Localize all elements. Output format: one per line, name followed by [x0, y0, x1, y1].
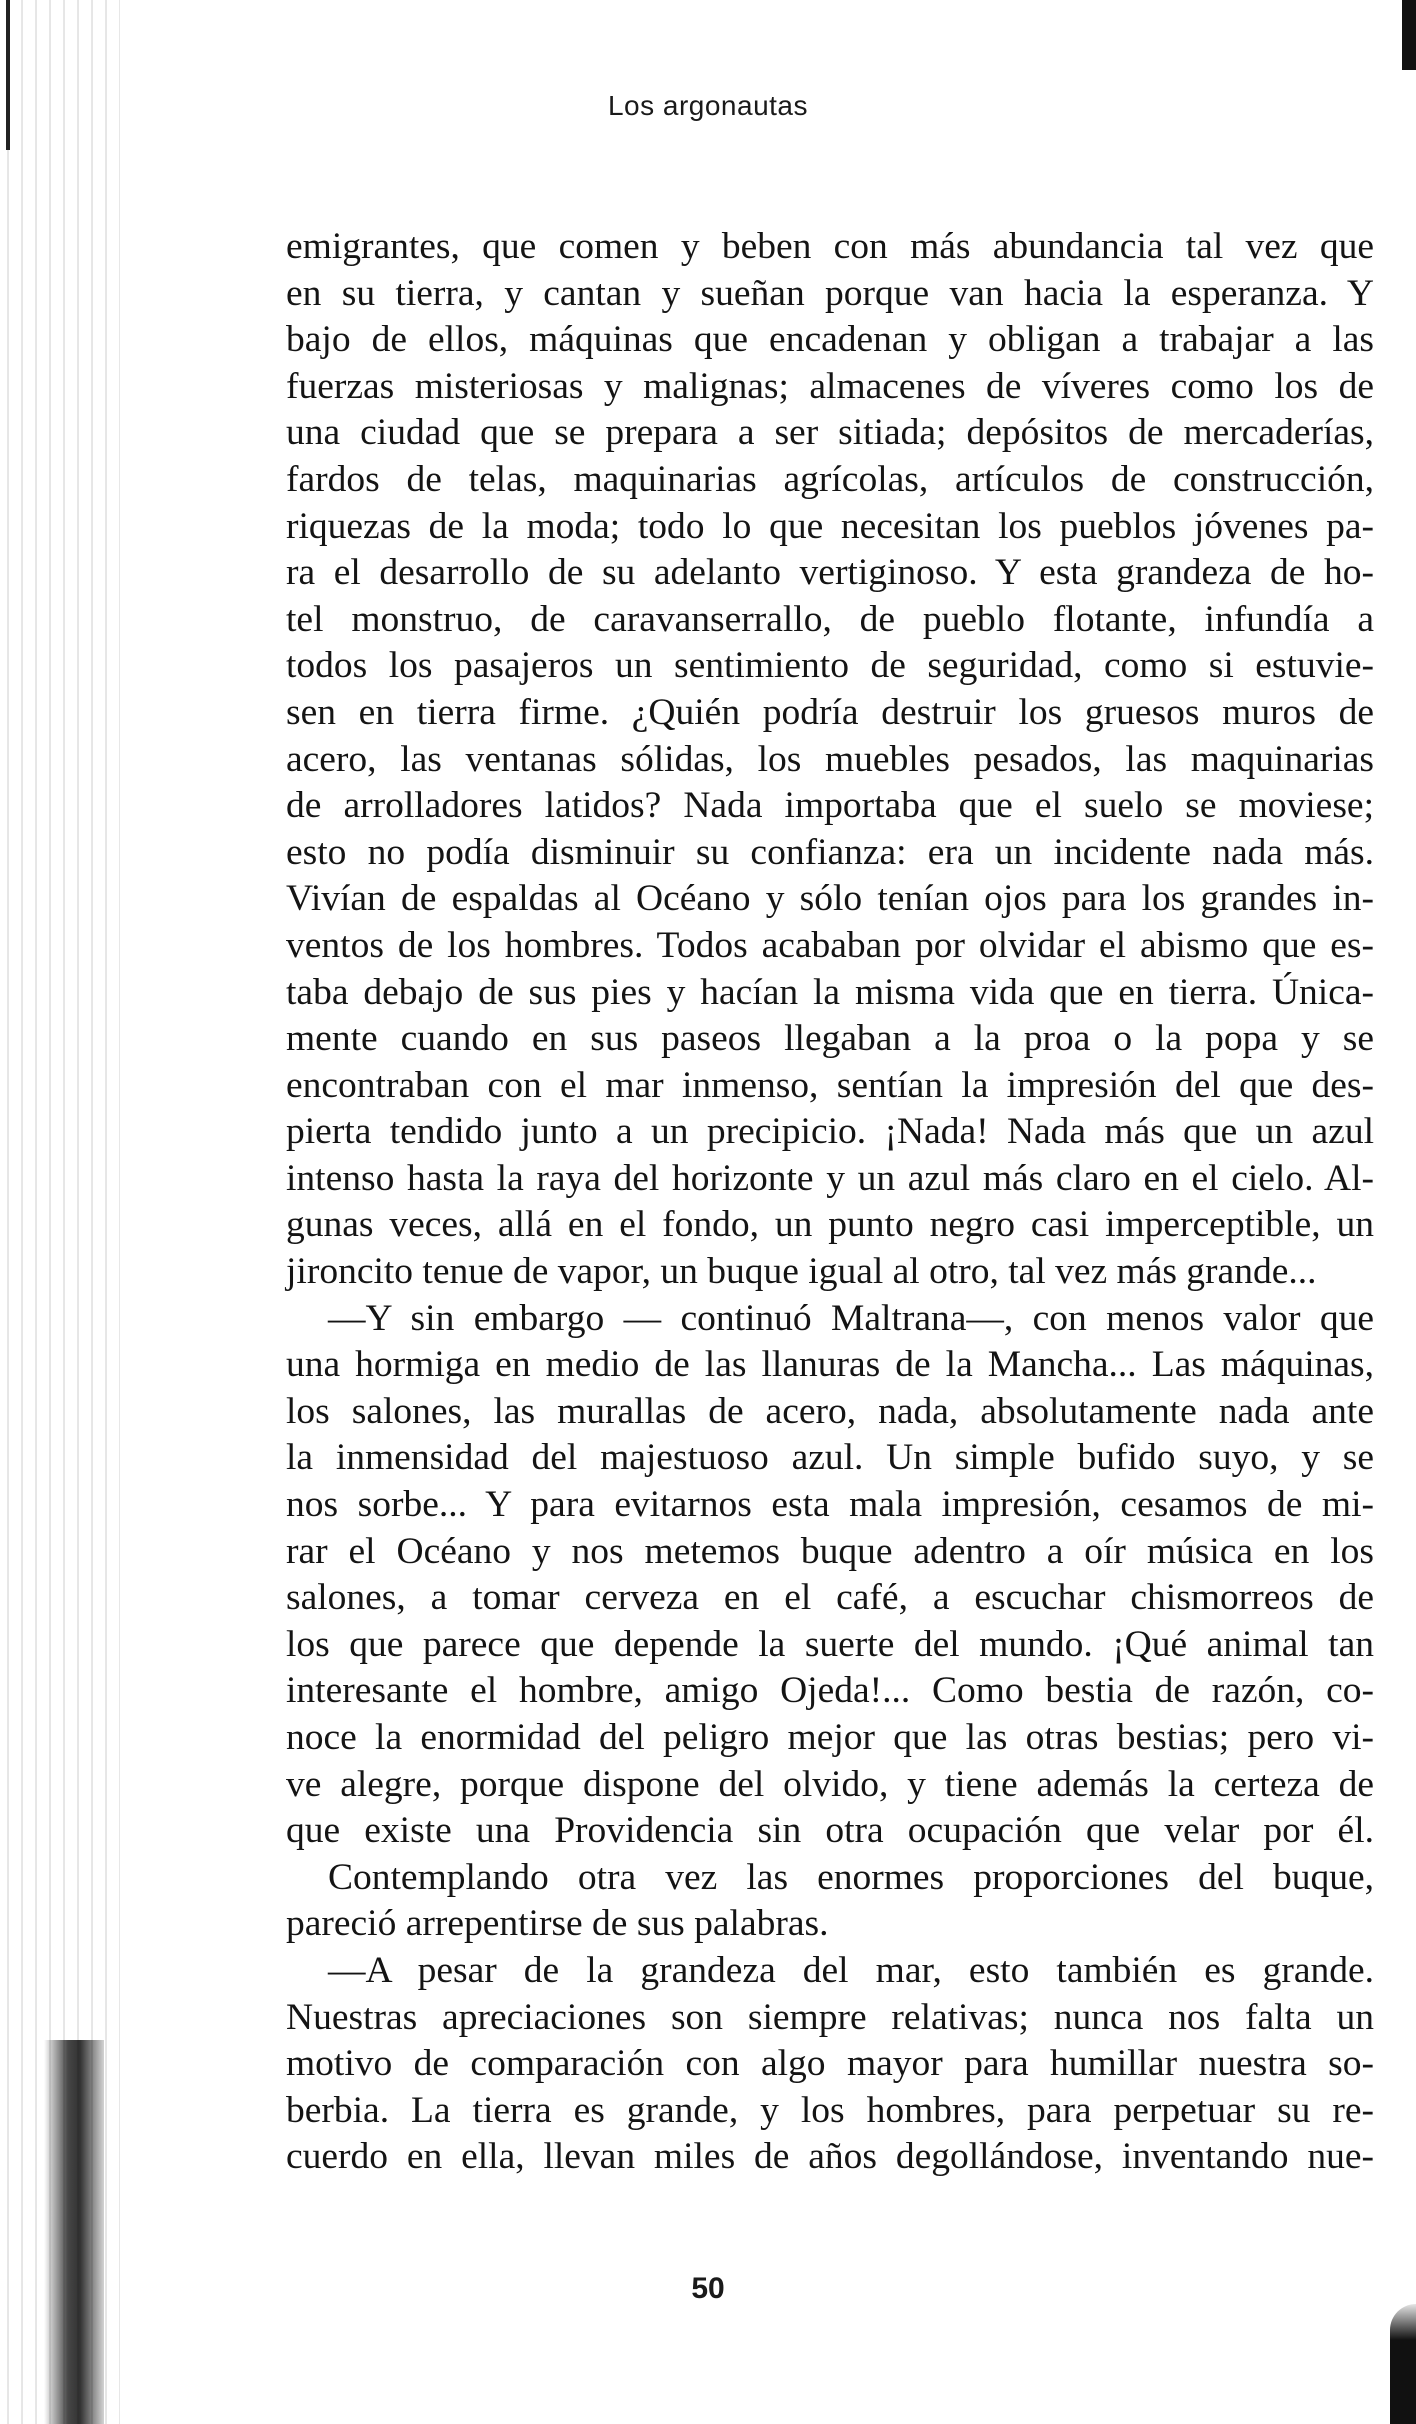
- text-line: salones, a tomar cerveza en el café, a escuchar chismorreos de: [286, 1577, 1374, 1619]
- text-line: Contemplando otra vez las enormes proporciones del buque,: [328, 1856, 1374, 1898]
- text-line: —A pesar de la grandeza del mar, esto también es grande.: [328, 1949, 1374, 1991]
- text-line: que existe una Providencia sin otra ocupación que velar por él.: [286, 1810, 1374, 1852]
- text-line: una ciudad que se prepara a ser sitiada; depósitos de mercaderías,: [286, 412, 1374, 454]
- text-line: en su tierra, y cantan y sueñan porque van hacia la esperanza. Y: [286, 272, 1374, 314]
- text-line: rar el Océano y nos metemos buque adentro a oír música en los: [286, 1530, 1374, 1572]
- text-line: riquezas de la moda; todo lo que necesitan los pueblos jóvenes pa-: [286, 505, 1374, 547]
- text-line: tel monstruo, de caravanserrallo, de pueblo flotante, infundía a: [286, 598, 1374, 640]
- text-line: emigrantes, que comen y beben con más abundancia tal vez que: [286, 226, 1374, 267]
- text-line: pareció arrepentirse de sus palabras.: [286, 1903, 829, 1945]
- text-line: mente cuando en sus paseos llegaban a la proa o la popa y se: [286, 1018, 1374, 1060]
- text-line: Vivían de espaldas al Océano y sólo tenían ojos para los grandes in-: [286, 878, 1374, 920]
- text-line: Nuestras apreciaciones son siempre relativas; nunca nos falta un: [286, 1996, 1374, 2038]
- text-line: esto no podía disminuir su confianza: era un incidente nada más.: [286, 831, 1374, 873]
- text-line: pierta tendido junto a un precipicio. ¡Nada! Nada más que un azul: [286, 1111, 1374, 1153]
- text-line: nos sorbe... Y para evitarnos esta mala impresión, cesamos de mi-: [286, 1484, 1374, 1526]
- text-line: ve alegre, porque dispone del olvido, y tiene además la certeza de: [286, 1763, 1374, 1805]
- text-line: berbia. La tierra es grande, y los hombres, para perpetuar su re-: [286, 2089, 1374, 2131]
- text-line: gunas veces, allá en el fondo, un punto negro casi imperceptible, un: [286, 1204, 1374, 1246]
- text-line: todos los pasajeros un sentimiento de seguridad, como si estuvie-: [286, 645, 1374, 687]
- text-line: ra el desarrollo de su adelanto vertiginoso. Y esta grandeza de ho-: [286, 552, 1374, 594]
- text-line: los salones, las murallas de acero, nada, absolutamente nada ante: [286, 1390, 1374, 1432]
- text-line: la inmensidad del majestuoso azul. Un simple bufido suyo, y se: [286, 1437, 1374, 1479]
- text-line: sen en tierra firme. ¿Quién podría destruir los gruesos muros de: [286, 691, 1374, 733]
- text-line: cuerdo en ella, llevan miles de años degollándose, inventando nue-: [286, 2136, 1374, 2178]
- text-line: fuerzas misteriosas y malignas; almacenes de víveres como los de: [286, 365, 1374, 407]
- text-line: motivo de comparación con algo mayor para humillar nuestra so-: [286, 2043, 1374, 2085]
- text-line: de arrolladores latidos? Nada importaba que el suelo se moviese;: [286, 785, 1374, 827]
- text-line: intenso hasta la raya del horizonte y un azul más claro en el cielo. Al-: [286, 1157, 1374, 1199]
- text-line: los que parece que depende la suerte del mundo. ¡Qué animal tan: [286, 1623, 1374, 1665]
- text-line: fardos de telas, maquinarias agrícolas, artículos de construcción,: [286, 458, 1374, 500]
- text-line: una hormiga en medio de las llanuras de la Mancha... Las máquinas,: [286, 1344, 1374, 1386]
- binding-gutter-dark: [44, 2040, 104, 2424]
- page-corner-top: [1402, 0, 1416, 70]
- page-number: 50: [691, 2272, 725, 2305]
- text-line: —Y sin embargo — continuó Maltrana—, con menos valor que: [328, 1297, 1374, 1339]
- body-text: [286, 224, 1374, 2181]
- binding-edge: [6, 0, 10, 150]
- text-line: taba debajo de sus pies y hacían la misma vida que en tierra. Única-: [286, 971, 1374, 1013]
- page-corner-bottom: [1390, 2304, 1416, 2424]
- running-head: Los argonautas: [607, 90, 809, 121]
- text-line: jironcito tenue de vapor, un buque igual al otro, tal vez más grande...: [286, 1251, 1317, 1293]
- text-line: acero, las ventanas sólidas, los muebles pesados, las maquinarias: [286, 738, 1374, 780]
- text-line: noce la enormidad del peligro mejor que las otras bestias; pero vi-: [286, 1717, 1374, 1758]
- text-line: encontraban con el mar inmenso, sentían la impresión del que des-: [286, 1064, 1374, 1106]
- text-line: ventos de los hombres. Todos acababan por olvidar el abismo que es-: [286, 924, 1374, 966]
- text-line: interesante el hombre, amigo Ojeda!... Como bestia de razón, co-: [286, 1670, 1374, 1712]
- text-line: bajo de ellos, máquinas que encadenan y obligan a trabajar a las: [286, 319, 1374, 361]
